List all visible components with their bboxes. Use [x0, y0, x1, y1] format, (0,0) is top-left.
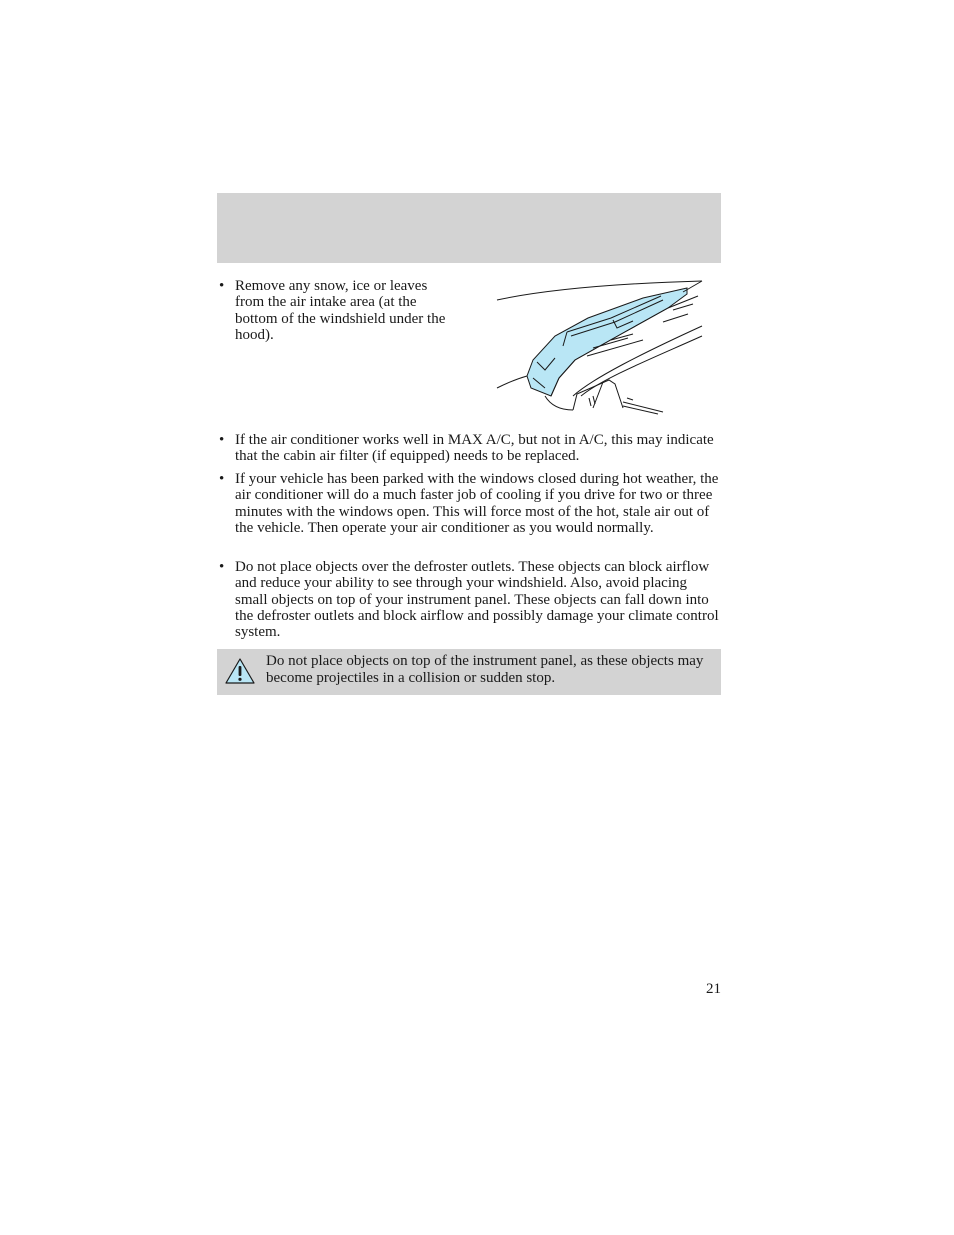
warning-box [217, 649, 721, 695]
bullet-mark: • [219, 278, 225, 294]
list-item [217, 432, 721, 465]
warning-triangle-icon [224, 657, 256, 685]
warning-text: Do not place objects on top of the instrument panel, as these objects may become projectiles in a collision or sudden stop. [266, 653, 704, 686]
bullet-mark: • [219, 559, 225, 575]
list-item-text: If the air conditioner works well in MAX A/C, but not in A/C, this may indicate that the cabin air filter (if equipped) needs to be replaced. [235, 432, 714, 465]
section-header-band [217, 193, 721, 263]
list-item [217, 559, 721, 640]
list-item [217, 471, 721, 536]
page-number: 21 [706, 981, 721, 997]
list-item [217, 278, 457, 343]
bullet-mark: • [219, 471, 225, 487]
list-item-text: If your vehicle has been parked with the windows closed during hot weather, the air conditioner will do a much faster job of cooling if you drive for two or three minutes with the windows open. This will force most of the hot, stale air out of the vehicle. Then operate your air conditioner as you would normally. [235, 471, 719, 536]
bullet-mark: • [219, 432, 225, 448]
list-item-text: Remove any snow, ice or leaves from the air intake area (at the bottom of the windshield under the hood). [235, 278, 446, 343]
list-item-text: Do not place objects over the defroster outlets. These objects can block airflow and reduce your ability to see through your windshield. Also, avoid placing small objects on top of your instrument panel. These objects can fall down into the defroster outlets and block airflow and possibly damage your climate control system. [235, 559, 719, 641]
air-intake-cowl-illustration [493, 278, 705, 416]
